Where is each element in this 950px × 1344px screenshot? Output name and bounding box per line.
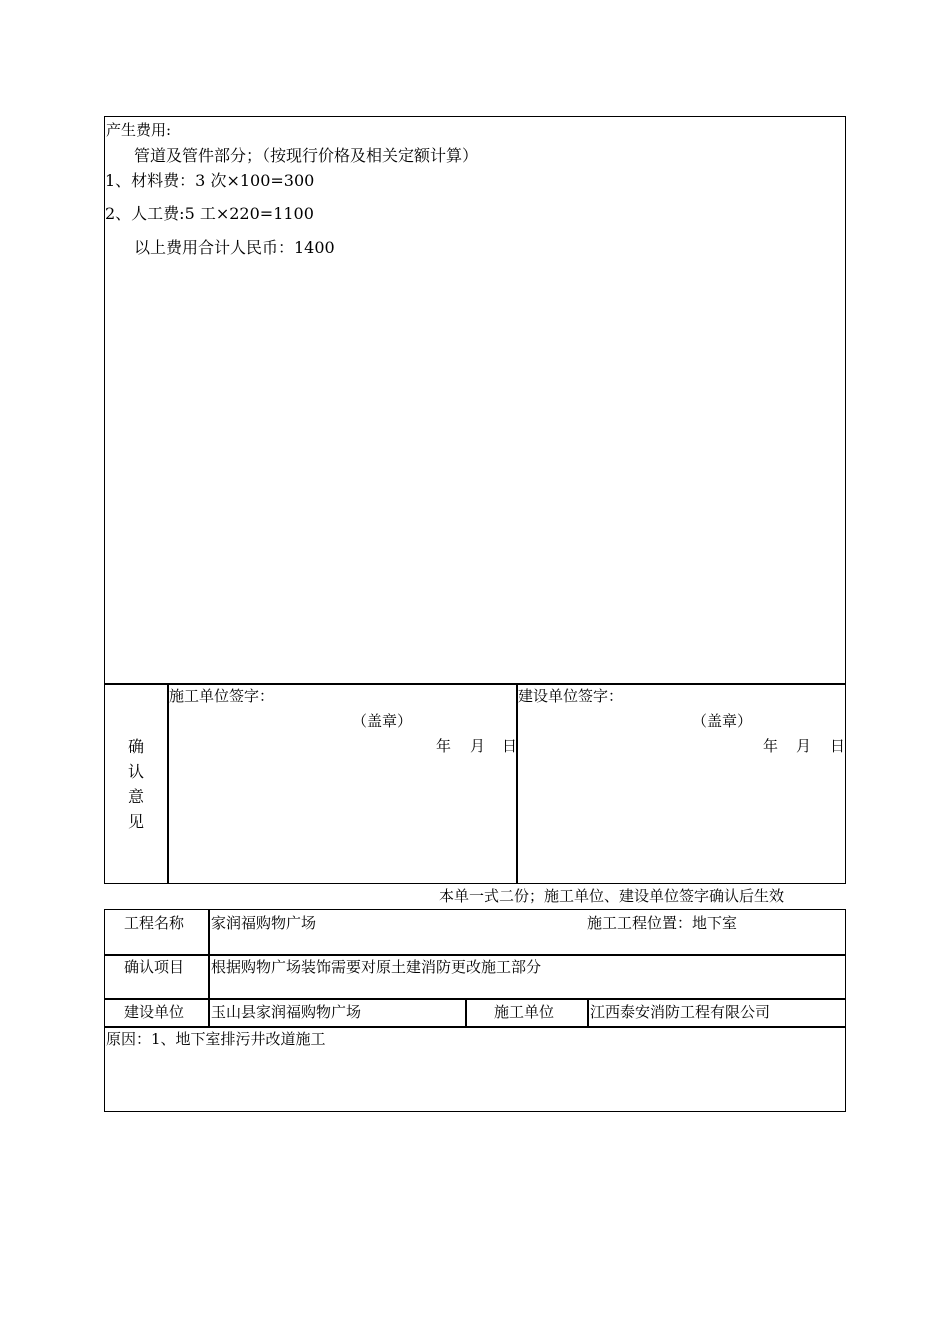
contractor-signature-label: 施工单位签字： (169, 687, 275, 705)
confirm-side-label-char: 意 (128, 787, 145, 806)
contractor-date-year: 年 (436, 737, 452, 755)
confirm-item-label: 确认项目 (124, 958, 185, 976)
project-name-value: 家润福购物广场 (211, 914, 317, 932)
cost-item-labor: 2、人工费:5 工×220=1100 (105, 204, 314, 223)
owner-unit-value: 玉山县家润福购物广场 (211, 1003, 362, 1021)
info-row-divider (104, 1026, 846, 1028)
footnote: 本单一式二份；施工单位、建设单位签字确认后生效 (439, 887, 785, 905)
confirm-middle-divider (516, 683, 518, 884)
cost-item-materials: 1、材料费：3 次×100=300 (105, 171, 315, 190)
owner-signature-label: 建设单位签字： (518, 687, 624, 705)
info-row-divider (104, 998, 846, 1000)
contractor-seal-text: （盖章） (352, 712, 413, 730)
cost-subheading: 管道及管件部分；（按现行价格及相关定额计算） (134, 146, 479, 165)
confirm-top-divider (104, 683, 846, 685)
project-name-label: 工程名称 (124, 914, 185, 932)
contractor-date-day: 日 (502, 737, 518, 755)
project-location: 施工工程位置：地下室 (587, 914, 738, 932)
cost-form (104, 116, 846, 884)
info-contractor-label-right (587, 998, 589, 1027)
confirm-side-label-char: 认 (128, 762, 145, 781)
reason-text: 原因：1、地下室排污井改道施工 (106, 1030, 326, 1048)
contractor-unit-label: 施工单位 (494, 1003, 555, 1021)
confirm-label-divider (167, 683, 169, 884)
owner-seal-text: （盖章） (692, 712, 753, 730)
info-contractor-label-left (465, 998, 467, 1027)
confirm-side-label-char: 见 (128, 812, 145, 831)
confirm-item-value: 根据购物广场装饰需要对原土建消防更改施工部分 (211, 958, 542, 976)
cost-total: 以上费用合计人民币：1400 (134, 238, 335, 257)
owner-unit-label: 建设单位 (124, 1003, 185, 1021)
cost-heading: 产生费用: (106, 121, 172, 139)
contractor-unit-value: 江西泰安消防工程有限公司 (590, 1003, 771, 1021)
info-label-column-divider (208, 909, 210, 1027)
owner-date-year: 年 (763, 737, 779, 755)
confirm-side-label-char: 确 (128, 737, 145, 756)
info-row-divider (104, 954, 846, 956)
owner-date-day: 日 (830, 737, 846, 755)
contractor-date-month: 月 (470, 737, 486, 755)
owner-date-month: 月 (796, 737, 812, 755)
